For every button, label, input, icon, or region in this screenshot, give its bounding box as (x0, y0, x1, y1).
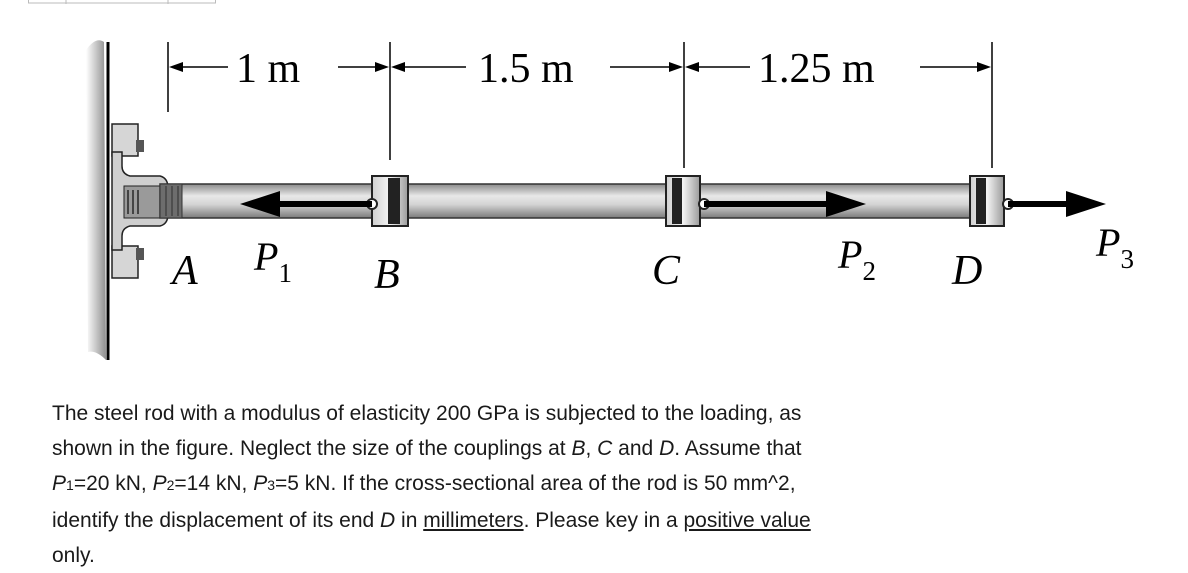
load-arrow-p3 (1008, 191, 1106, 217)
point-label-b: B (374, 252, 400, 298)
problem-line-2: shown in the figure. Neglect the size of the couplings at B, C and D. Assume that (52, 437, 802, 460)
point-label-d: D (952, 248, 983, 294)
load-label-p3: $P_3$ (1096, 220, 1134, 274)
coupling-b (367, 176, 408, 226)
dimension-label-ab: 1 m (236, 46, 301, 92)
problem-statement (52, 396, 952, 573)
problem-line-3: P1=20 kN, P2=14 kN, P3=5 kN. If the cross-sectional area of the rod is 50 mm^2, (52, 472, 796, 495)
coupling-d (970, 176, 1013, 226)
millimeters-emphasis: millimeters (423, 509, 524, 532)
wall-support (86, 40, 108, 360)
dimension-label-bc: 1.5 m (478, 46, 574, 92)
problem-line-5: only. (52, 544, 95, 567)
problem-line-1: The steel rod with a modulus of elasticity 200 GPa is subjected to the loading, as (52, 402, 802, 425)
dimension-label-cd: 1.25 m (758, 46, 875, 92)
positive-value-emphasis: positive value (683, 509, 811, 532)
point-label-a: A (172, 248, 198, 294)
load-label-p2: $P_2$ (838, 232, 876, 286)
point-label-c: C (652, 248, 681, 294)
problem-line-4: identify the displacement of its end D in millimeters. Please key in a positive value (52, 509, 811, 532)
load-label-p1: $P_1$ (254, 234, 292, 288)
